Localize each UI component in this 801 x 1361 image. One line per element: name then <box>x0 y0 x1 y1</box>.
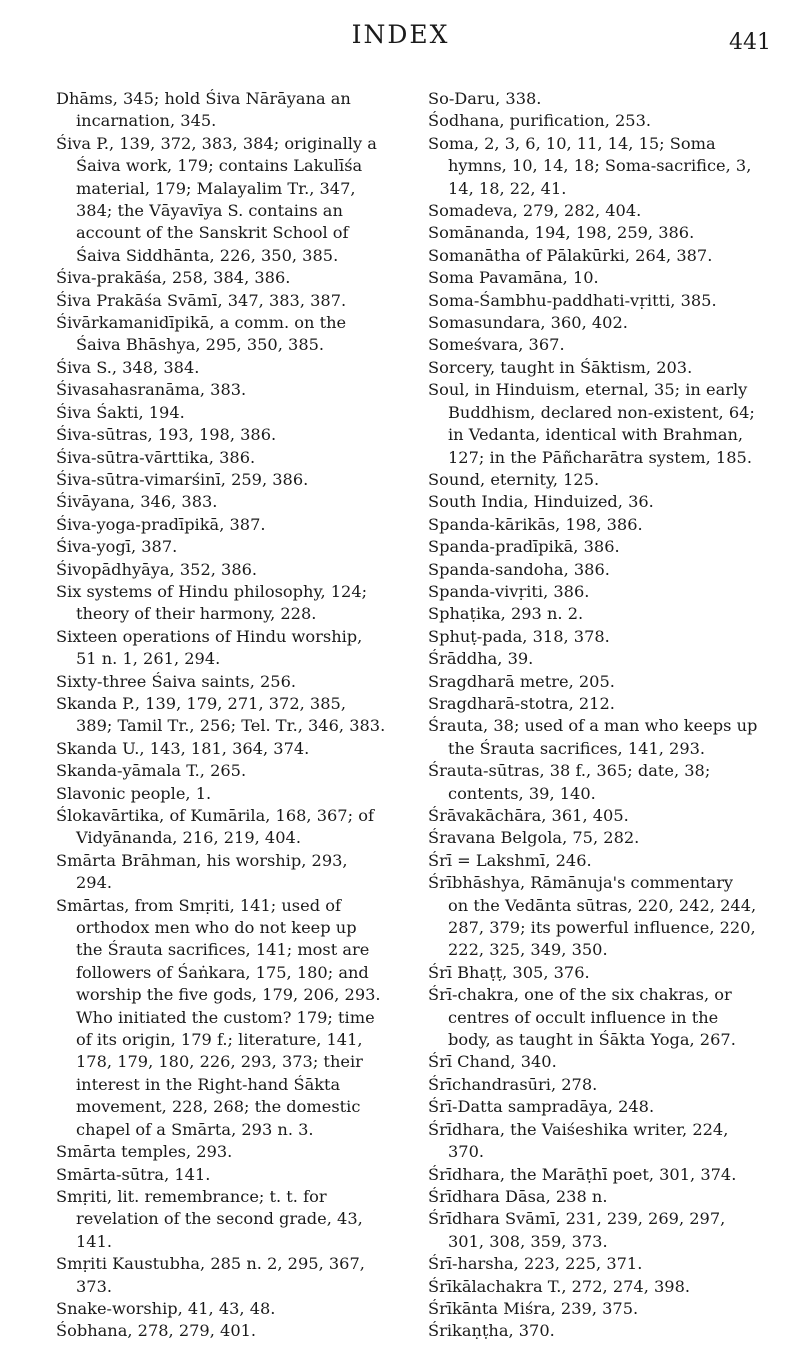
index-entry: Śrīkālachakra T., 272, 274, 398. <box>428 1276 691 1296</box>
index-entry: Spanda-pradīpikā, 386. <box>428 537 620 557</box>
index-entry: Śrīdhara Svāmī, 231, 239, 269, 297, 301, 308, 359, 373. <box>428 1209 726 1251</box>
index-entry: Skanda-yāmala T., 265. <box>56 761 247 781</box>
index-entry: Śrīkānta Miśra, 239, 375. <box>428 1298 639 1318</box>
index-entry: Ślokavārtika, of Kumārila, 168, 367; of Vidyānanda, 216, 219, 404. <box>56 806 374 848</box>
index-entry: Śrīdhara, the Marāṭhī poet, 301, 374. <box>428 1164 737 1184</box>
index-entry: Soma-Śambhu-paddhati-vṛitti, 385. <box>428 290 717 310</box>
index-entry: Skanda P., 139, 179, 271, 372, 385, 389; Tamil Tr., 256; Tel. Tr., 346, 383. <box>56 693 386 736</box>
index-entry: Śrī-Datta sampradāya, 248. <box>428 1097 655 1117</box>
page-title: INDEX <box>351 20 450 49</box>
index-entry: Śrī = Lakshmī, 246. <box>428 850 592 870</box>
index-entry: Śiva-sūtras, 193, 198, 386. <box>56 425 277 445</box>
index-entry: Sorcery, taught in Śāktism, 203. <box>428 357 693 377</box>
index-entry: Somānanda, 194, 198, 259, 386. <box>428 223 695 243</box>
index-entry: Somasundara, 360, 402. <box>428 313 628 333</box>
index-entry: Soma, 2, 3, 6, 10, 11, 14, 15; Soma hymns, 10, 14, 18; Soma-sacrifice, 3, 14, 18, 22, 41. <box>428 133 752 198</box>
index-entry: Śrīdhara, the Vaiśeshika writer, 224, 370. <box>428 1119 729 1162</box>
index-entry: Slavonic people, 1. <box>56 783 212 803</box>
index-entry: Spanda-kārikās, 198, 386. <box>428 514 643 534</box>
index-entry: Śiva-yogī, 387. <box>56 537 178 557</box>
index-entry: Śrāvakāchāra, 361, 405. <box>428 806 629 825</box>
index-entry: Smārtas, from Smṛiti, 141; used of orthodox men who do not keep up the Śrauta sacrifices, 141; most are followers of Śaṅkara, 175, 180; and worship the five gods, 179, 206, 293. Who initiated the custom? 179; time of its origin, 179 f.; literature, 141, 178, 179, 180, 226, 293, 373; their interest in the Right-hand Śākta movement, 228, 268; the domestic chapel of a Smārta, 293 n. 3. <box>56 895 381 1139</box>
index-entry: Sixteen operations of Hindu worship, 51 n. 1, 261, 294. <box>56 626 363 669</box>
page-header <box>0 20 801 64</box>
index-entry: Soul, in Hinduism, eternal, 35; in early Buddhism, declared non-existent, 64; in Vedanta, identical with Brahman, 127; in the Pāñcharātra system, 185. <box>428 380 755 467</box>
index-entry: Śrīdhara Dāsa, 238 n. <box>428 1186 608 1206</box>
index-entry: Sphuṭ-pada, 318, 378. <box>428 626 610 646</box>
index-entry: Sragdharā metre, 205. <box>428 671 615 691</box>
index-entry: Somanātha of Pālakūrki, 264, 387. <box>428 245 713 265</box>
index-entry: Śrī Bhaṭṭ, 305, 376. <box>428 962 590 982</box>
index-entry: South India, Hinduized, 36. <box>428 492 654 512</box>
index-entry: Śrībhāshya, Rāmānuja's commentary on the Vedānta sūtras, 220, 242, 244, 287, 379; its powerful influence, 220, 222, 325, 349, 350. <box>428 873 757 960</box>
left-column <box>56 88 386 1343</box>
index-entry: Śrī Chand, 340. <box>428 1052 557 1072</box>
index-entry: Sound, eternity, 125. <box>428 469 600 489</box>
index-entry: Smārta-sūtra, 141. <box>56 1164 211 1184</box>
index-entry: Śrauta-sūtras, 38 f., 365; date, 38; contents, 39, 140. <box>428 761 711 803</box>
index-entry: Śrauta, 38; used of a man who keeps up the Śrauta sacrifices, 141, 293. <box>428 716 758 758</box>
index-entry: Śravana Belgola, 75, 282. <box>428 828 640 848</box>
index-entry: Śivārkamanidīpikā, a comm. on the Śaiva Bhāshya, 295, 350, 385. <box>56 313 347 355</box>
right-column <box>428 88 758 1343</box>
index-entry: Śivasahasranāma, 383. <box>56 380 247 400</box>
index-entry: Śrikaṇṭha, 370. <box>428 1321 555 1341</box>
index-entry: Śodhana, purification, 253. <box>428 111 652 131</box>
index-entry: Sphaṭika, 293 n. 2. <box>428 604 584 624</box>
index-entry: Śivopādhyāya, 352, 386. <box>56 559 258 579</box>
index-entry: Smārta temples, 293. <box>56 1142 233 1162</box>
index-entry: Spanda-vivṛiti, 386. <box>428 581 590 601</box>
index-entry: Someśvara, 367. <box>428 335 565 355</box>
index-entry: Śiva-sūtra-vārttika, 386. <box>56 447 256 467</box>
index-entry: Śobhana, 278, 279, 401. <box>56 1321 257 1341</box>
index-entry: Śiva P., 139, 372, 383, 384; originally a Śaiva work, 179; contains Lakulīśa material, 179; Malayalim Tr., 347, 384; the Vāyavīya S. contains an account of the Sanskrit School of Śaiva Siddhānta, 226, 350, 385. <box>56 133 377 265</box>
index-entry: Snake-worship, 41, 43, 48. <box>56 1298 276 1318</box>
index-entry: Smārta Brāhman, his worship, 293, 294. <box>56 850 348 893</box>
index-entry: Śrī-harsha, 223, 225, 371. <box>428 1254 643 1274</box>
index-entry: Śiva-prakāśa, 258, 384, 386. <box>56 268 291 288</box>
index-entry: Śiva Prakāśa Svāmī, 347, 383, 387. <box>56 290 347 310</box>
index-entry: Śiva Śakti, 194. <box>56 402 185 422</box>
index-entry: Śiva S., 348, 384. <box>56 357 200 377</box>
index-entry: Śrāddha, 39. <box>428 649 534 669</box>
index-entry: Smṛiti, lit. remembrance; t. t. for revelation of the second grade, 43, 141. <box>56 1186 363 1251</box>
index-entry: Śrī-chakra, one of the six chakras, or centres of occult influence in the body, as taught in Śākta Yoga, 267. <box>428 985 736 1050</box>
index-entry: Soma Pavamāna, 10. <box>428 268 599 288</box>
index-entry: Dhāms, 345; hold Śiva Nārāyana an incarnation, 345. <box>56 89 351 131</box>
index-entry: Six systems of Hindu philosophy, 124; theory of their harmony, 228. <box>56 581 368 624</box>
index-entry: Somadeva, 279, 282, 404. <box>428 201 642 221</box>
index-entry: Skanda U., 143, 181, 364, 374. <box>56 738 310 758</box>
index-entry: Śiva-sūtra-vimarśinī, 259, 386. <box>56 469 309 489</box>
index-entry: Śrīchandrasūri, 278. <box>428 1074 598 1094</box>
index-entry: Sragdharā-stotra, 212. <box>428 693 615 713</box>
index-entry: Smṛiti Kaustubha, 285 n. 2, 295, 367, 373. <box>56 1254 365 1296</box>
index-entry: So-Daru, 338. <box>428 89 542 108</box>
index-entry: Śivāyana, 346, 383. <box>56 492 218 512</box>
page-number: 441 <box>729 30 771 55</box>
index-entry: Sixty-three Śaiva saints, 256. <box>56 671 297 691</box>
index-entry: Śiva-yoga-pradīpikā, 387. <box>56 514 266 534</box>
index-entry: Spanda-sandoha, 386. <box>428 559 610 579</box>
